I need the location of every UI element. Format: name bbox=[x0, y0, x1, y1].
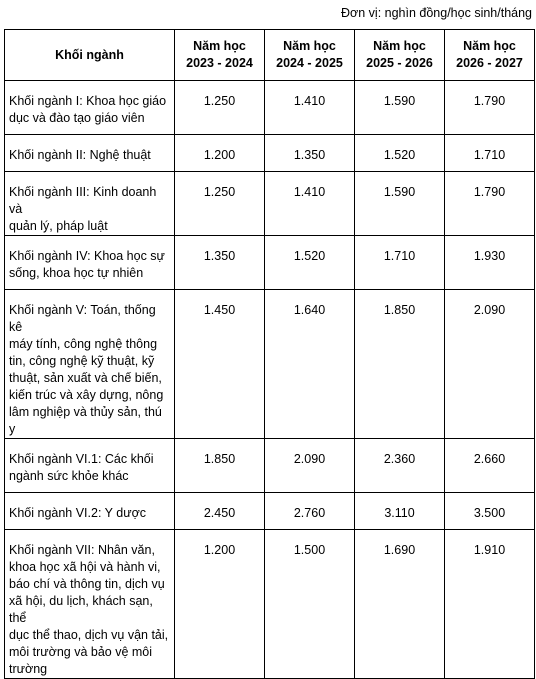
fee-cell: 1.520 bbox=[265, 236, 355, 290]
header-year-2026-2027: Năm học 2026 - 2027 bbox=[445, 30, 535, 81]
category-cell: Khối ngành V: Toán, thống kê máy tính, công nghệ thông tin, công nghệ kỹ thuật, kỹ thuật, sản xuất và chế biến, kiến trúc và xây dựng, nông lâm nghiệp và thủy sản, thú y bbox=[5, 290, 175, 439]
fee-cell: 3.110 bbox=[355, 493, 445, 530]
fee-cell: 1.710 bbox=[445, 135, 535, 172]
fee-cell: 1.590 bbox=[355, 81, 445, 135]
fee-cell: 1.410 bbox=[265, 81, 355, 135]
fee-cell: 3.500 bbox=[445, 493, 535, 530]
fee-cell: 1.520 bbox=[355, 135, 445, 172]
table-row bbox=[5, 439, 535, 493]
header-year-2025-2026: Năm học 2025 - 2026 bbox=[355, 30, 445, 81]
table-row bbox=[5, 493, 535, 530]
header-year-2023-2024: Năm học 2023 - 2024 bbox=[175, 30, 265, 81]
fee-cell: 1.450 bbox=[175, 290, 265, 439]
header-year-2024-2025: Năm học 2024 - 2025 bbox=[265, 30, 355, 81]
header-category: Khối ngành bbox=[5, 30, 175, 81]
fee-cell: 1.690 bbox=[355, 530, 445, 679]
fee-cell: 1.640 bbox=[265, 290, 355, 439]
fee-cell: 1.200 bbox=[175, 135, 265, 172]
category-cell: Khối ngành III: Kinh doanh và quản lý, pháp luật bbox=[5, 172, 175, 236]
fee-cell: 1.590 bbox=[355, 172, 445, 236]
category-cell: Khối ngành VII: Nhân văn, khoa học xã hội và hành vi, báo chí và thông tin, dịch vụ xã hội, du lịch, khách sạn, thể dục thể thao, dịch vụ vận tải, môi trường và bảo vệ môi trường bbox=[5, 530, 175, 679]
fee-cell: 1.850 bbox=[175, 439, 265, 493]
fee-cell: 1.790 bbox=[445, 172, 535, 236]
category-cell: Khối ngành II: Nghệ thuật bbox=[5, 135, 175, 172]
fee-cell: 2.660 bbox=[445, 439, 535, 493]
fee-cell: 1.850 bbox=[355, 290, 445, 439]
fee-cell: 2.360 bbox=[355, 439, 445, 493]
fee-cell: 1.710 bbox=[355, 236, 445, 290]
table-row bbox=[5, 172, 535, 236]
fee-cell: 1.250 bbox=[175, 81, 265, 135]
fee-cell: 1.200 bbox=[175, 530, 265, 679]
category-cell: Khối ngành IV: Khoa học sự sống, khoa học tự nhiên bbox=[5, 236, 175, 290]
fee-cell: 2.090 bbox=[445, 290, 535, 439]
table-body bbox=[5, 81, 535, 679]
fee-cell: 1.930 bbox=[445, 236, 535, 290]
category-cell: Khối ngành VI.1: Các khối ngành sức khỏe khác bbox=[5, 439, 175, 493]
header-row bbox=[5, 30, 535, 81]
fee-cell: 2.090 bbox=[265, 439, 355, 493]
table-header bbox=[5, 30, 535, 81]
fee-cell: 1.250 bbox=[175, 172, 265, 236]
fee-cell: 1.350 bbox=[175, 236, 265, 290]
unit-note: Đơn vị: nghìn đồng/học sinh/tháng bbox=[341, 6, 532, 20]
fee-cell: 1.790 bbox=[445, 81, 535, 135]
fee-cell: 1.910 bbox=[445, 530, 535, 679]
fee-cell: 2.450 bbox=[175, 493, 265, 530]
fee-cell: 1.500 bbox=[265, 530, 355, 679]
fee-cell: 2.760 bbox=[265, 493, 355, 530]
category-cell: Khối ngành I: Khoa học giáo dục và đào tạo giáo viên bbox=[5, 81, 175, 135]
fee-cell: 1.410 bbox=[265, 172, 355, 236]
category-cell: Khối ngành VI.2: Y dược bbox=[5, 493, 175, 530]
fee-cell: 1.350 bbox=[265, 135, 355, 172]
table-row bbox=[5, 290, 535, 439]
table-row bbox=[5, 530, 535, 679]
table-row bbox=[5, 81, 535, 135]
tuition-fee-table bbox=[4, 29, 535, 679]
table-row bbox=[5, 236, 535, 290]
table-row bbox=[5, 135, 535, 172]
